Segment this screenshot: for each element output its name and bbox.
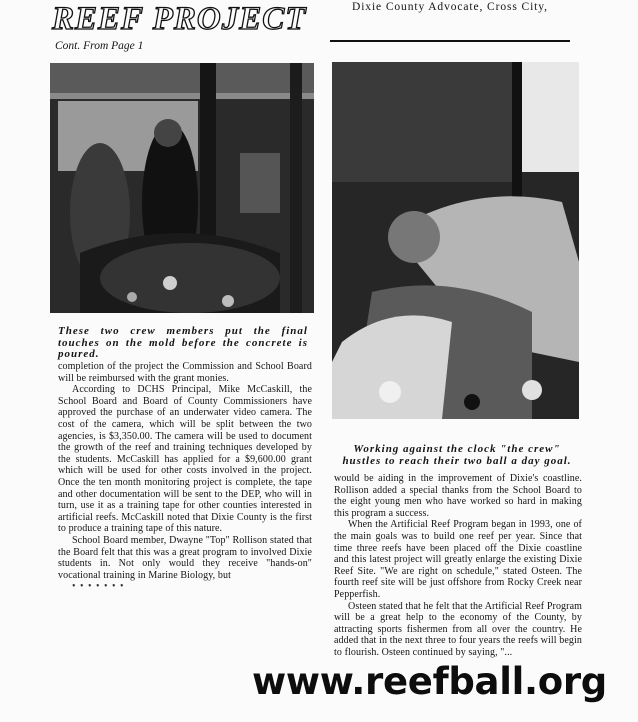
paragraph: According to DCHS Principal, Mike McCaskill, the School Board and Board of County Commissioners have approved the purchase of an underwater video camera. The cost of the camera, which will be split between the two agencies, is $3,350.00. The camera will be used to document the growth of the reef and training techniques developed by the students. McCaskill has applied for a $9,600.00 grant which will be used for other costs involved in the project. Once the ten month monitoring project is complete, the tape and other documentation will be sent to the DEP, who will in turn, use it as a training tape for other counties interested in artificial reefs. McCaskill noted that Dixie County is the first to produce a training tape of this nature. xyxy=(58,384,312,535)
website-watermark: www.reefball.org xyxy=(252,660,607,703)
header-rule xyxy=(330,40,570,42)
continuation-note: Cont. From Page 1 xyxy=(55,40,144,52)
left-photo-caption: These two crew members put the final touches on the mold before the concrete is poured. xyxy=(58,325,308,360)
paragraph: would be aiding in the improvement of Dixie's coastline. Rollison added a special thanks from the School Board to the eight young men who have worked so hard in making this program a success. xyxy=(334,473,582,519)
headline: REEF PROJECT xyxy=(52,1,307,37)
faded-line: • • • • • • • xyxy=(72,581,125,593)
paragraph: Osteen stated that he felt that the Artificial Reef Program will be a great help to the economy of the County, by attracting sports fishermen from all over the country. He added that in the next three to four years the reefs will begin to flourish. Osteen continued by saying, "... xyxy=(334,600,582,658)
newspaper-source: Dixie County Advocate, Cross City, xyxy=(352,1,548,13)
paragraph: School Board member, Dwayne "Top" Rollison stated that the Board felt that this was a great program to involved Dixie students in. Not only would they receive "hands-on" vocational training in Marine Biology, but xyxy=(58,534,312,581)
article-column-left xyxy=(58,361,312,593)
paragraph: When the Artificial Reef Program began in 1993, one of the main goals was to build one reef per year. Since that time three reefs have been placed off the Dixie coastline and this latest project will greatly enlarge the existing Dixie Reef Site. "We are right on schedule," stated Osteen. The fourth reef site will be just offshore from Rocky Creek near Pepperfish. xyxy=(334,519,582,600)
article-column-right xyxy=(334,473,582,659)
paragraph: completion of the project the Commission and School Board will be reimbursed with the grant monies. xyxy=(58,361,312,384)
photo-crew-hustling xyxy=(332,62,579,419)
photo-crew-finishing-mold xyxy=(50,63,314,313)
right-photo-caption: Working against the clock "the crew" hustles to reach their two ball a day goal. xyxy=(342,443,572,467)
